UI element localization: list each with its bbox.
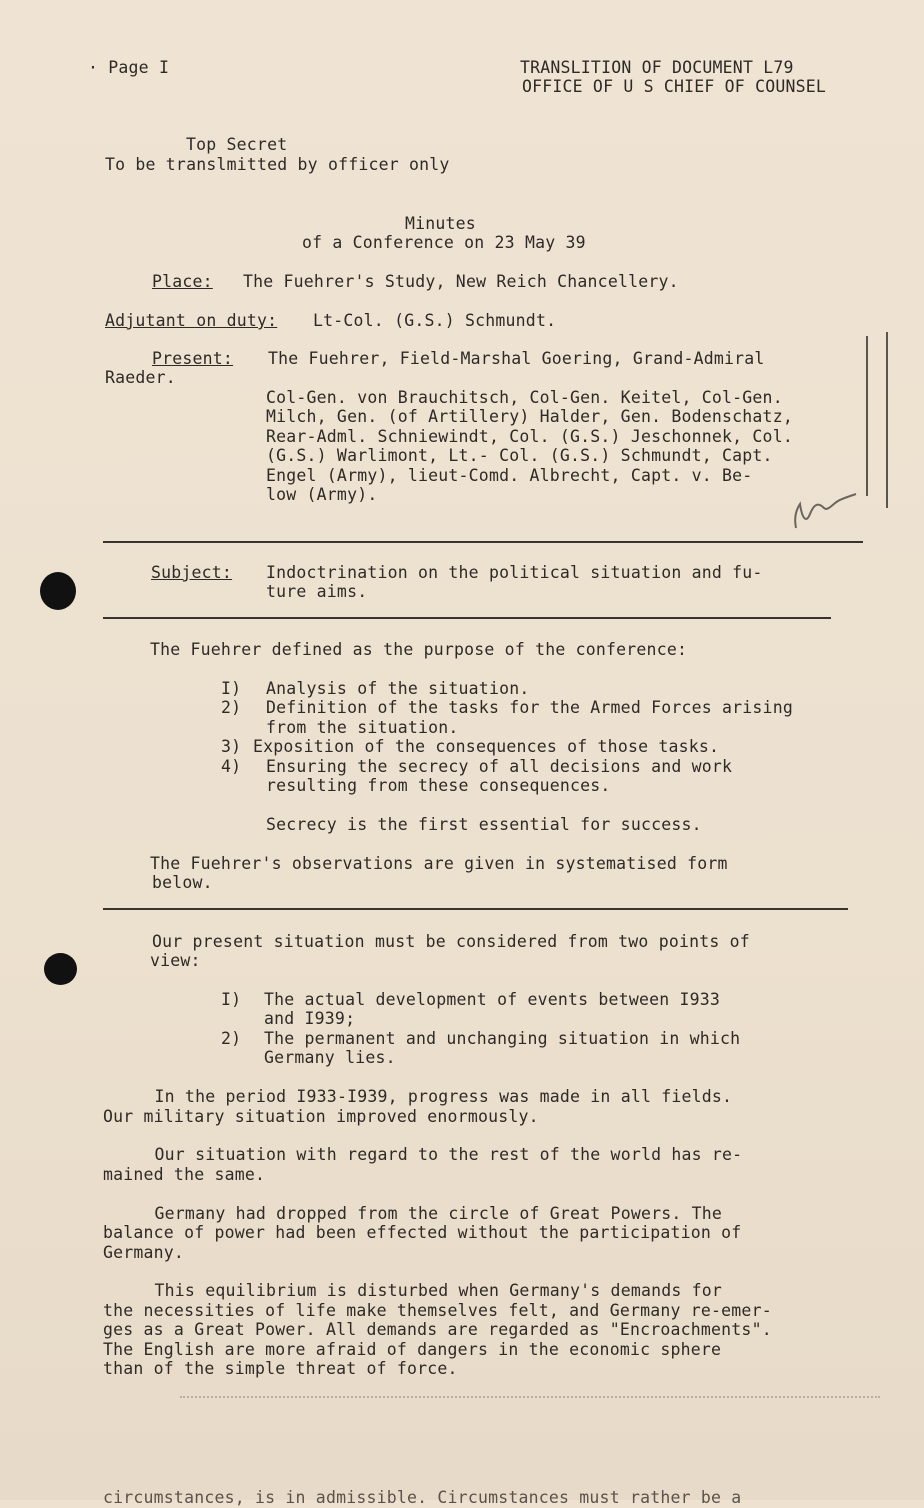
situation-item-text: Germany lies. <box>264 1048 396 1067</box>
classification-top-secret: Top Secret <box>186 135 288 154</box>
paragraph-line: mained the same. <box>103 1165 266 1184</box>
purpose-item-text: Definition of the tasks for the Armed Forces arising <box>266 698 793 717</box>
place-value: The Fuehrer's Study, New Reich Chancellery. <box>243 272 679 291</box>
classification-officer-only: To be translmitted by officer only <box>105 155 450 174</box>
situation-item-number: 2) <box>221 1029 242 1048</box>
purpose-item-text: from the situation. <box>266 718 459 737</box>
present-line: Milch, Gen. (of Artillery) Halder, Gen. Bodenschatz, <box>266 407 793 426</box>
situation-item-text: The actual development of events between I933 <box>264 990 721 1009</box>
subject-line: Indoctrination on the political situation and fu- <box>266 563 763 582</box>
present-line: Engel (Army), lieut-Comd. Albrecht, Capt. v. Be- <box>266 466 753 485</box>
secrecy-statement: Secrecy is the first essential for success. <box>266 815 702 834</box>
present-first-cont: Raeder. <box>105 368 176 387</box>
situation-item-text: and I939; <box>264 1009 356 1028</box>
subject-label: Subject: <box>151 563 233 582</box>
adjutant-label: Adjutant on duty: <box>105 311 278 330</box>
paragraph-line: This equilibrium is disturbed when Germany's demands for <box>114 1281 723 1300</box>
present-line: (G.S.) Warlimont, Lt.- Col. (G.S.) Schmundt, Capt. <box>266 446 773 465</box>
purpose-item-number: I) <box>221 679 242 698</box>
purpose-intro: The Fuehrer defined as the purpose of the conference: <box>150 640 688 659</box>
page-number: · Page I <box>88 58 170 77</box>
present-label: Present: <box>152 349 234 368</box>
subject-line: ture aims. <box>266 582 368 601</box>
place-label: Place: <box>152 272 213 291</box>
paragraph-line: The English are more afraid of dangers in the economic sphere <box>103 1340 722 1359</box>
divider <box>103 541 863 543</box>
situation-intro: Our present situation must be considered from two points of <box>152 932 750 951</box>
office-title: OFFICE OF U S CHIEF OF COUNSEL <box>522 77 827 96</box>
divider <box>103 908 848 910</box>
document-title: TRANSLITION OF DOCUMENT L79 <box>520 58 794 77</box>
paragraph-line: ges as a Great Power. All demands are regarded as "Encroachments". <box>103 1320 772 1339</box>
present-first-line: The Fuehrer, Field-Marshal Goering, Grand-Admiral <box>268 349 765 368</box>
present-line: Rear-Adml. Schniewindt, Col. (G.S.) Jeschonnek, Col. <box>266 427 793 446</box>
faint-dots <box>180 1396 880 1402</box>
margin-mark <box>886 332 888 508</box>
situation-item-number: I) <box>221 990 242 1009</box>
margin-mark <box>866 336 868 496</box>
paragraph-line: Our situation with regard to the rest of the world has re- <box>114 1145 743 1164</box>
paragraph-line: In the period I933-I939, progress was made in all fields. <box>114 1087 733 1106</box>
divider <box>103 617 831 619</box>
purpose-item-text: Ensuring the secrecy of all decisions and work <box>266 757 733 776</box>
purpose-item-number: 4) <box>221 757 242 776</box>
bottom-fragment: circumstances, is in admissible. Circumstances must rather be a <box>103 1488 742 1507</box>
purpose-item-number: 2) <box>221 698 242 717</box>
present-line: low (Army). <box>266 485 378 504</box>
observations-line: below. <box>152 873 213 892</box>
adjutant-value: Lt-Col. (G.S.) Schmundt. <box>313 311 557 330</box>
paragraph-line: the necessities of life make themselves felt, and Germany re-emer- <box>103 1301 772 1320</box>
paragraph-line: balance of power had been effected without the participation of <box>103 1223 742 1242</box>
paragraph-line: Our military situation improved enormously. <box>103 1107 539 1126</box>
punch-hole-bottom <box>44 953 77 985</box>
conference-heading: of a Conference on 23 May 39 <box>302 233 586 252</box>
present-line: Col-Gen. von Brauchitsch, Col-Gen. Keitel, Col-Gen. <box>266 388 783 407</box>
purpose-item-text: Exposition of the consequences of those tasks. <box>253 737 720 756</box>
punch-hole-top <box>40 572 76 610</box>
paragraph-line: Germany had dropped from the circle of Great Powers. The <box>114 1204 723 1223</box>
purpose-item-text: resulting from these consequences. <box>266 776 611 795</box>
handwritten-initials <box>790 488 860 533</box>
paragraph-line: than of the simple threat of force. <box>103 1359 458 1378</box>
situation-intro: view: <box>150 951 201 970</box>
purpose-item-number: 3) <box>221 737 242 756</box>
observations-line: The Fuehrer's observations are given in systematised form <box>150 854 728 873</box>
minutes-heading: Minutes <box>405 214 476 233</box>
paragraph-line: Germany. <box>103 1243 185 1262</box>
situation-item-text: The permanent and unchanging situation in which <box>264 1029 741 1048</box>
purpose-item-text: Analysis of the situation. <box>266 679 530 698</box>
